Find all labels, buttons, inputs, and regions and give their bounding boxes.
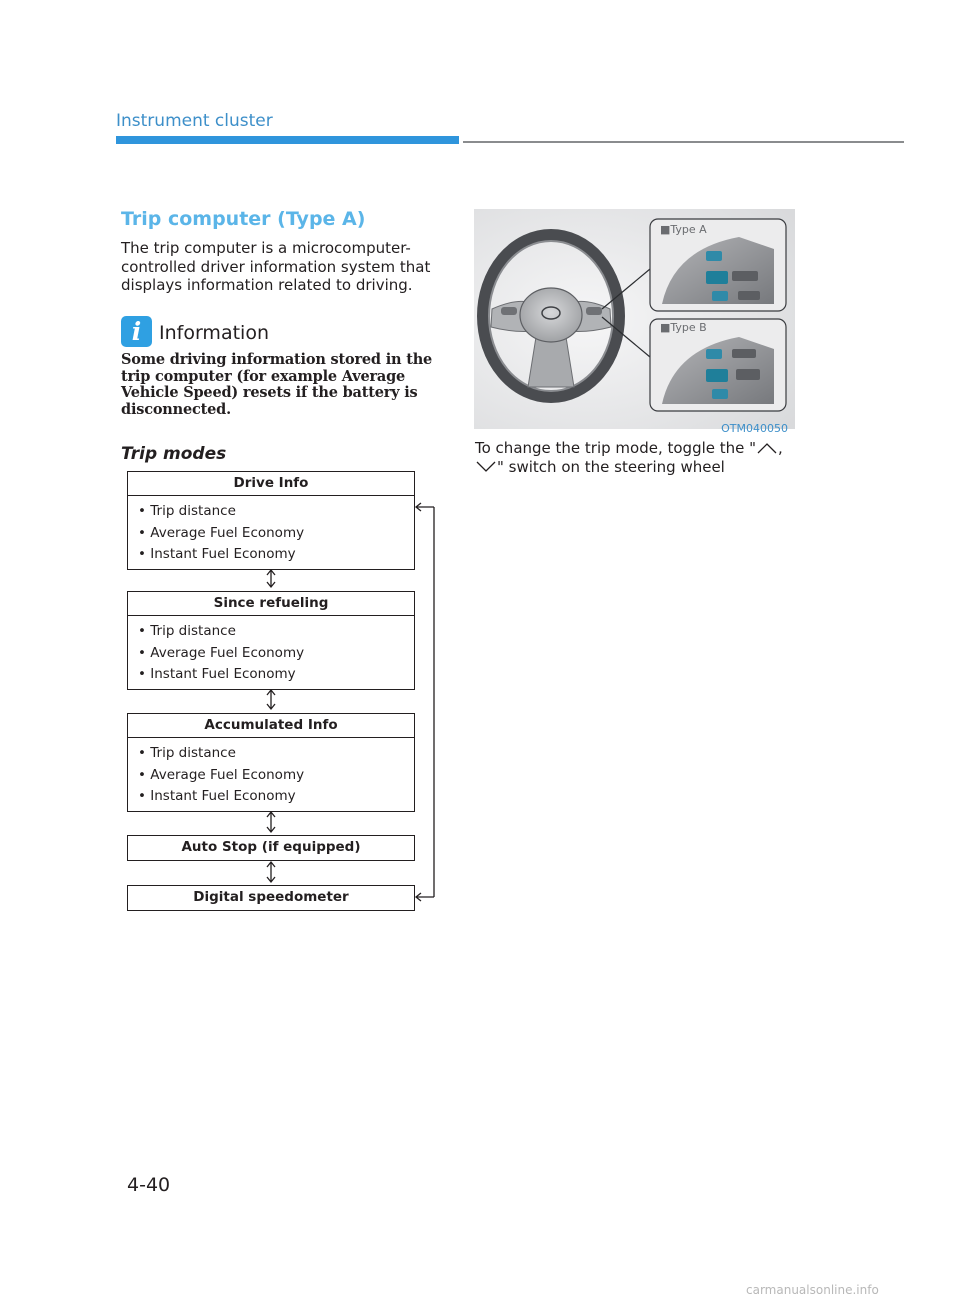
double-arrow-icon xyxy=(267,812,275,832)
figure-code: OTM040050 xyxy=(721,422,788,435)
instruction-paragraph xyxy=(475,439,805,476)
chapter-title: Instrument cluster xyxy=(116,111,273,131)
list-item: • Average Fuel Economy xyxy=(138,524,305,541)
loop-back-line xyxy=(416,503,434,901)
mode-title: Drive Info xyxy=(128,472,414,496)
header-rule xyxy=(463,141,904,143)
instruction-text-before: To change the trip mode, toggle the " xyxy=(475,439,757,457)
watermark: carmanualsonline.info xyxy=(746,1283,879,1297)
double-arrow-icon xyxy=(267,862,275,882)
mode-title: Accumulated Info xyxy=(128,714,414,738)
instruction-text-after: " switch on the steering wheel xyxy=(497,457,725,476)
list-item: • Instant Fuel Economy xyxy=(138,666,296,683)
information-heading: Information xyxy=(159,322,269,344)
steering-wheel-illustration xyxy=(474,209,795,429)
header-rule-accent xyxy=(116,136,459,144)
steering-wheel-figure xyxy=(474,209,795,429)
mode-title: Digital speedometer xyxy=(193,889,349,905)
trip-modes-heading: Trip modes xyxy=(121,444,227,464)
list-item: • Average Fuel Economy xyxy=(138,766,305,783)
section-title: Trip computer (Type A) xyxy=(121,208,366,230)
instruction-separator: , xyxy=(778,439,783,457)
list-item: • Average Fuel Economy xyxy=(138,644,305,661)
list-item: • Trip distance xyxy=(138,745,236,761)
list-item: • Trip distance xyxy=(138,503,236,519)
list-item: • Instant Fuel Economy xyxy=(138,788,296,805)
mode-title: Auto Stop (if equipped) xyxy=(181,839,361,855)
chevron-up-icon xyxy=(756,441,778,455)
type-b-label: ■Type B xyxy=(660,321,707,334)
intro-paragraph: The trip computer is a microcomputer-controlled driver information system that displays information related to driving. xyxy=(121,239,431,294)
information-body: Some driving information stored in the trip computer (for example Average Vehicle Speed) resets if the battery is disconnected. xyxy=(121,351,433,419)
type-a-label: ■Type A xyxy=(660,223,707,236)
double-arrow-icon xyxy=(267,570,275,587)
list-item: • Trip distance xyxy=(138,623,236,639)
information-icon: i xyxy=(121,316,152,347)
mode-title: Since refueling xyxy=(128,592,414,616)
page-number: 4-40 xyxy=(127,1174,171,1196)
flow-connectors xyxy=(260,495,445,915)
double-arrow-icon xyxy=(267,690,275,709)
list-item: • Instant Fuel Economy xyxy=(138,546,296,563)
chevron-down-icon xyxy=(475,460,497,474)
